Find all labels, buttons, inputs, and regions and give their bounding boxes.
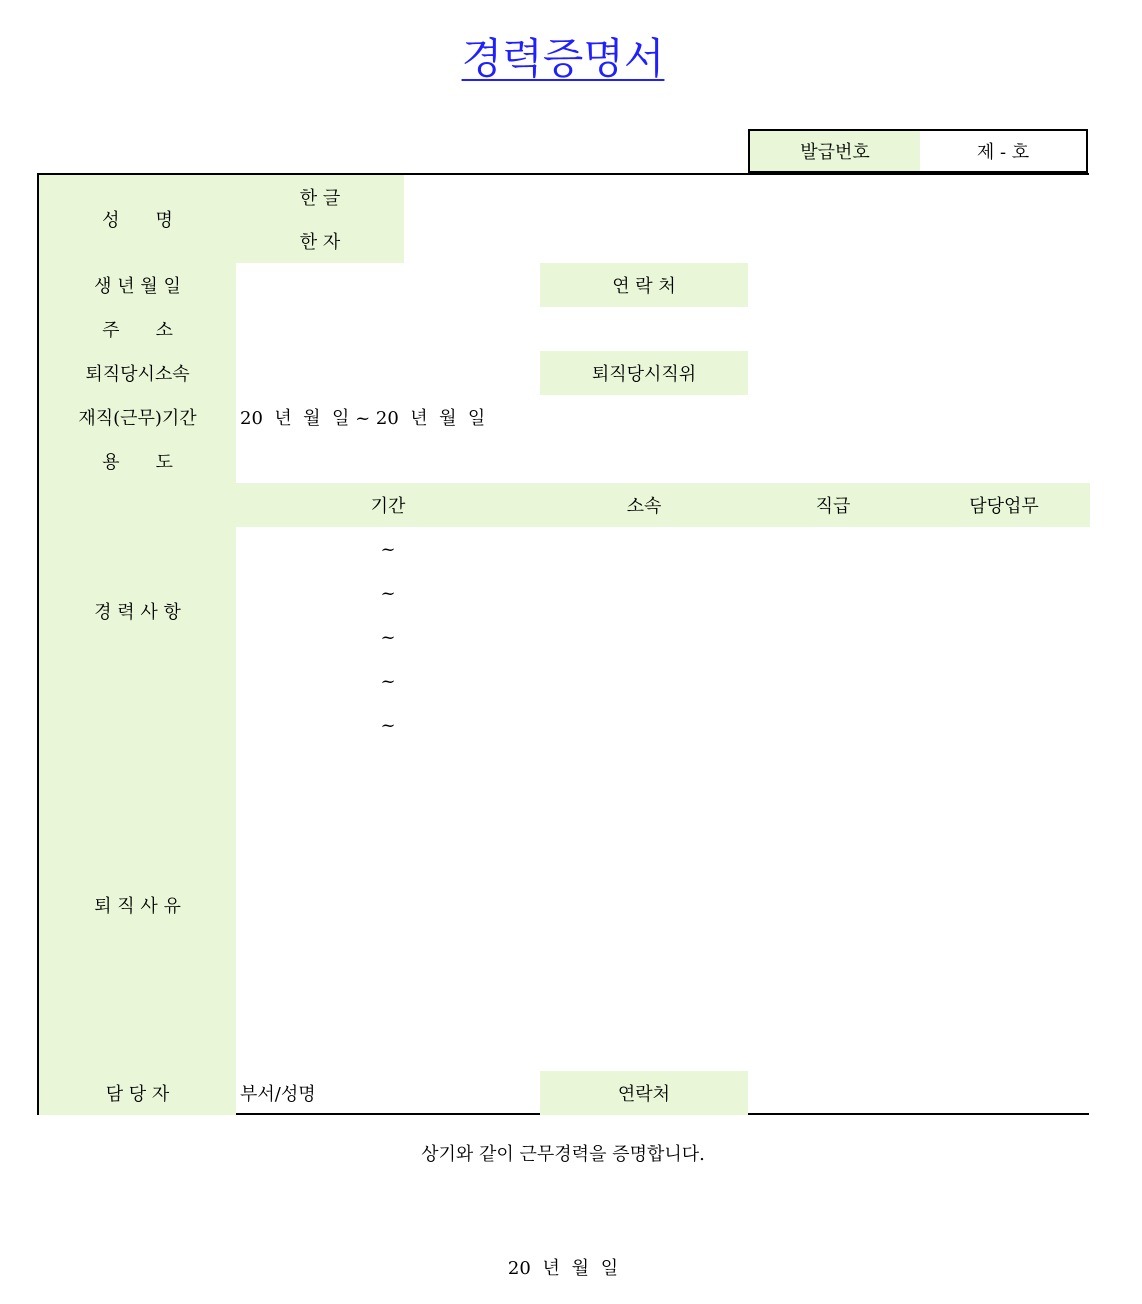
name-korean-field[interactable]: [404, 175, 1090, 219]
address-label: 주 소: [102, 320, 173, 341]
address-field[interactable]: [236, 307, 1090, 351]
name-hanja-field[interactable]: [404, 219, 1090, 263]
dept-at-leave-label: 퇴직당시소속: [85, 364, 190, 385]
contact-field[interactable]: [748, 263, 1090, 307]
career-label: 경 력 사 항: [94, 602, 181, 623]
leave-reason-field[interactable]: [236, 755, 1090, 1071]
name-hanja-label: 한 자: [236, 219, 404, 263]
certificate-form: [37, 173, 1089, 1115]
purpose-field[interactable]: [236, 439, 1090, 483]
career-col-rank: 직급: [748, 483, 918, 527]
career-row-period[interactable]: ~: [380, 714, 396, 736]
page-title: 경력증명서: [461, 34, 665, 83]
name-label: 성 명: [102, 210, 173, 231]
position-at-leave-field[interactable]: [748, 351, 1090, 395]
employment-period-value[interactable]: 20 년 월 일 ~ 20 년 월 일: [240, 408, 486, 429]
issue-number-box: [748, 129, 1088, 173]
manager-dept-name-field[interactable]: 부서/성명: [240, 1084, 316, 1105]
issue-number-value[interactable]: 제 - 호: [976, 142, 1030, 163]
leave-reason-label: 퇴 직 사 유: [94, 896, 181, 917]
certification-statement: 상기와 같이 근무경력을 증명합니다.: [421, 1144, 705, 1165]
birth-label: 생 년 월 일: [94, 276, 181, 297]
purpose-label: 용 도: [102, 452, 173, 473]
career-col-dept: 소속: [540, 483, 748, 527]
career-row-period[interactable]: ~: [380, 538, 396, 560]
employment-period-label: 재직(근무)기간: [78, 408, 197, 429]
career-row-period[interactable]: ~: [380, 670, 396, 692]
dept-at-leave-field[interactable]: [236, 351, 540, 395]
manager-contact-label: 연락처: [540, 1071, 748, 1115]
birth-field[interactable]: [236, 263, 540, 307]
position-at-leave-label: 퇴직당시직위: [540, 351, 748, 395]
manager-label: 담 당 자: [105, 1084, 170, 1105]
manager-contact-field[interactable]: [748, 1071, 1090, 1115]
career-row-period[interactable]: ~: [380, 626, 396, 648]
issue-date: 20 년 월 일: [507, 1258, 619, 1279]
career-row-period[interactable]: ~: [380, 582, 396, 604]
career-col-period: 기간: [236, 483, 540, 527]
contact-label: 연 락 처: [540, 263, 748, 307]
name-korean-label: 한 글: [236, 175, 404, 219]
issue-number-label: 발급번호: [750, 131, 920, 171]
career-col-duty: 담당업무: [918, 483, 1090, 527]
